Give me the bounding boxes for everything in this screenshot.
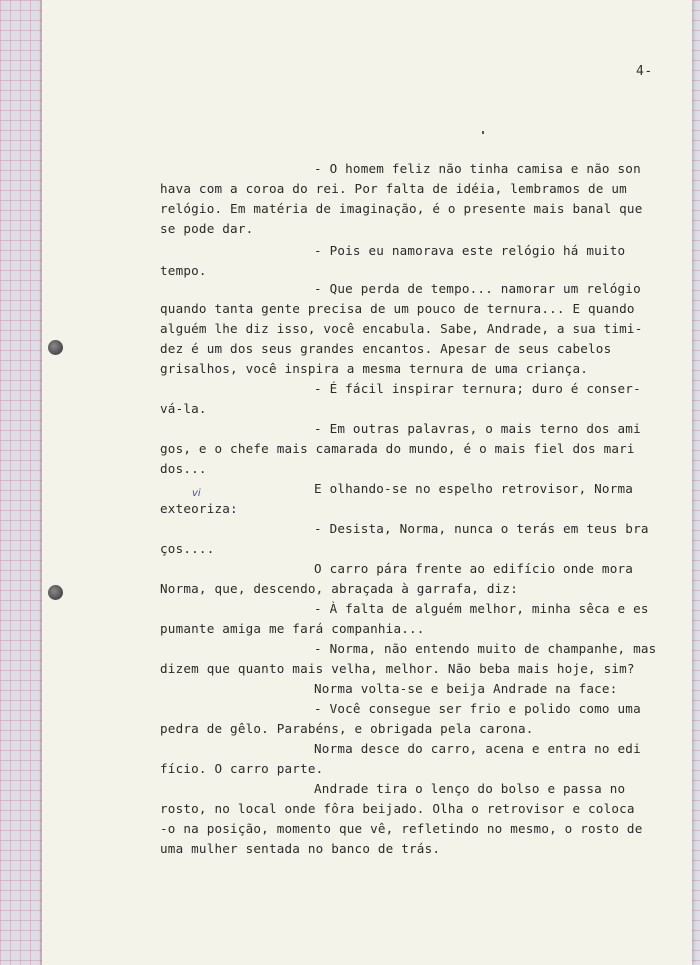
text-line: - É fácil inspirar ternura; duro é conser-	[314, 381, 641, 396]
text-line: hava com a coroa do rei. Por falta de idéia, lembramos de um	[160, 181, 627, 196]
text-line: - Desista, Norma, nunca o terás em teus bra	[314, 521, 649, 536]
text-line: Norma, que, descendo, abraçada à garrafa, diz:	[160, 581, 518, 596]
text-line: - Pois eu namorava este relógio há muito	[314, 243, 626, 258]
text-line: quando tanta gente precisa de um pouco de ternura... E quando	[160, 301, 635, 316]
text-line: E olhando-se no espelho retrovisor, Norma	[314, 481, 634, 496]
text-line: uma mulher sentada no banco de trás.	[160, 841, 441, 856]
text-line: dos...	[160, 461, 207, 476]
text-line: dez é um dos seus grandes encantos. Apesar de seus cabelos	[160, 341, 612, 356]
text-line: tempo.	[160, 263, 207, 278]
text-line: - Que perda de tempo... namorar um relógio	[314, 281, 641, 296]
punch-hole	[48, 340, 63, 355]
text-line: - À falta de alguém melhor, minha sêca e es	[314, 601, 649, 616]
text-line: fício. O carro parte.	[160, 761, 324, 776]
text-line: - O homem feliz não tinha camisa e não son	[314, 161, 641, 176]
text-line: alguém lhe diz isso, você encabula. Sabe, Andrade, a sua timi-	[160, 321, 643, 336]
text-line: - Norma, não entendo muito de champanhe, mas	[314, 641, 657, 656]
text-line: dizem que quanto mais velha, melhor. Não beba mais hoje, sim?	[160, 661, 635, 676]
text-line: - Você consegue ser frio e polido como uma	[314, 701, 641, 716]
page-number: 4-	[636, 64, 653, 79]
text-line: - Em outras palavras, o mais terno dos ami	[314, 421, 641, 436]
text-line: Andrade tira o lenço do bolso e passa no	[314, 781, 626, 796]
text-line: -o na posição, momento que vê, refletindo no mesmo, o rosto de	[160, 821, 643, 836]
text-line: ços....	[160, 541, 215, 556]
handwritten-mark: vi	[192, 488, 201, 499]
text-line: Norma desce do carro, acena e entra no edi	[314, 741, 641, 756]
text-line: O carro pára frente ao edifício onde mora	[314, 561, 634, 576]
text-line: vá-la.	[160, 401, 207, 416]
ink-dot	[482, 131, 484, 134]
text-line: Norma volta-se e beija Andrade na face:	[314, 681, 618, 696]
punch-hole	[48, 585, 63, 600]
text-line: pedra de gêlo. Parabéns, e obrigada pela carona.	[160, 721, 534, 736]
text-line: se pode dar.	[160, 221, 254, 236]
text-line: exteoriza:	[160, 501, 238, 516]
text-line: rosto, no local onde fôra beijado. Olha o retrovisor e coloca	[160, 801, 635, 816]
text-line: gos, e o chefe mais camarada do mundo, é o mais fiel dos mari	[160, 441, 635, 456]
text-line: relógio. Em matéria de imaginação, é o presente mais banal que	[160, 201, 643, 216]
text-line: pumante amiga me fará companhia...	[160, 621, 425, 636]
text-line: grisalhos, você inspira a mesma ternura de uma criança.	[160, 361, 589, 376]
